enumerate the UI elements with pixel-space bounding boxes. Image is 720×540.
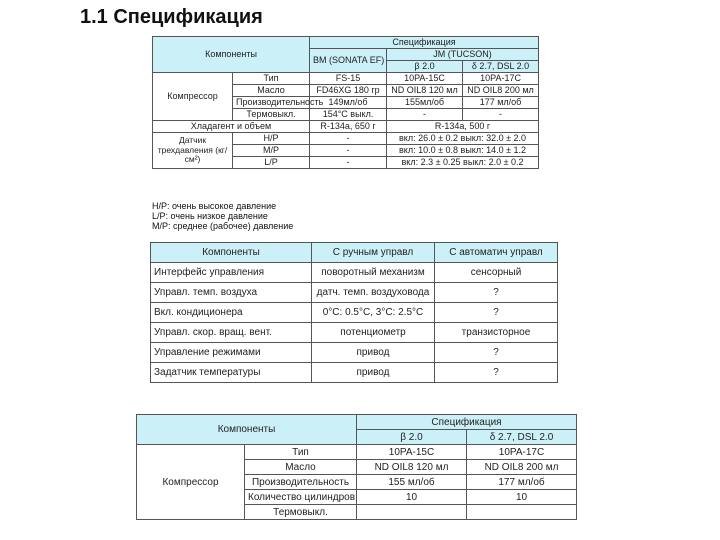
- cell-manual: датч. темп. воздуховода: [312, 283, 435, 303]
- header-components: Компоненты: [153, 37, 310, 73]
- cell-jm-27: 10PA-17C: [463, 73, 539, 85]
- row-label: Управление режимами: [151, 343, 312, 363]
- cell-col-1: ND OIL8 120 мл: [357, 460, 467, 475]
- row-label: Производительность: [233, 97, 310, 109]
- row-label: Управл. скор. вращ. вент.: [151, 323, 312, 343]
- cell-col-2: 10PA-17C: [467, 445, 577, 460]
- refrigerant-bm: R-134a, 650 г: [310, 121, 387, 133]
- cell-jm-20: -: [387, 109, 463, 121]
- cell-auto: транзисторное: [435, 323, 558, 343]
- header-jm-20: β 2.0: [387, 61, 463, 73]
- cell-jm-27: -: [463, 109, 539, 121]
- cell-manual: поворотный механизм: [312, 263, 435, 283]
- header-manual: С ручным управл: [312, 243, 435, 263]
- table-row: [153, 73, 539, 85]
- cell-col-1: 155 мл/об: [357, 475, 467, 490]
- cell-col-1: 10PA-15C: [357, 445, 467, 460]
- row-label: Задатчик температуры: [151, 363, 312, 383]
- cell-manual: привод: [312, 363, 435, 383]
- row-label: L/P: [233, 157, 310, 169]
- cell-col-2: [467, 505, 577, 520]
- table-row: [151, 363, 558, 383]
- cell-bm: FS-15: [310, 73, 387, 85]
- row-label: Производительность: [245, 475, 357, 490]
- cell-col-2: ND OIL8 200 мл: [467, 460, 577, 475]
- spec-table-2: [136, 414, 577, 520]
- cell-auto: ?: [435, 343, 558, 363]
- cell-jm-20: 155мл/об: [387, 97, 463, 109]
- cell-bm: -: [310, 145, 387, 157]
- cell-jm: вкл: 2.3 ± 0.25 выкл: 2.0 ± 0.2: [387, 157, 539, 169]
- row-label: Тип: [233, 73, 310, 85]
- cell-jm-27: ND OIL8 200 мл: [463, 85, 539, 97]
- cell-auto: ?: [435, 283, 558, 303]
- header-jm: JM (TUCSON): [387, 49, 539, 61]
- cell-auto: сенсорный: [435, 263, 558, 283]
- cell-manual: привод: [312, 343, 435, 363]
- control-table: [150, 242, 558, 383]
- cell-jm: вкл: 26.0 ± 0.2 выкл: 32.0 ± 2.0: [387, 133, 539, 145]
- compressor-label: Компрессор: [137, 445, 245, 520]
- table-row: [151, 283, 558, 303]
- cell-bm: -: [310, 157, 387, 169]
- cell-manual: 0°C: 0.5°C, 3°C: 2.5°C: [312, 303, 435, 323]
- table-row: [151, 343, 558, 363]
- table-row: [153, 133, 539, 145]
- row-label: Масло: [233, 85, 310, 97]
- page-title: 1.1 Спецификация: [80, 6, 263, 28]
- row-label: Управл. темп. воздуха: [151, 283, 312, 303]
- table-row: [137, 445, 577, 460]
- cell-bm: -: [310, 133, 387, 145]
- note-line: H/P: очень высокое давление: [152, 201, 277, 211]
- header-auto: С автоматич управл: [435, 243, 558, 263]
- cell-col-1: [357, 505, 467, 520]
- cell-bm: 154°C выкл.: [310, 109, 387, 121]
- row-label: Тип: [245, 445, 357, 460]
- row-label: Интерфейс управления: [151, 263, 312, 283]
- row-label: M/P: [233, 145, 310, 157]
- refrigerant-label: Хладагент и объем: [153, 121, 310, 133]
- header-spec: Спецификация: [310, 37, 539, 49]
- cell-jm: вкл: 10.0 ± 0.8 выкл: 14.0 ± 1.2: [387, 145, 539, 157]
- cell-col-1: 10: [357, 490, 467, 505]
- cell-auto: ?: [435, 363, 558, 383]
- table-row: [153, 121, 539, 133]
- table-row: [151, 323, 558, 343]
- spec-table-1: [152, 36, 539, 169]
- table-row: [151, 303, 558, 323]
- row-label: Термовыкл.: [233, 109, 310, 121]
- header-jm-27: δ 2.7, DSL 2.0: [463, 61, 539, 73]
- refrigerant-jm: R-134a, 500 г: [387, 121, 539, 133]
- header-components: Компоненты: [151, 243, 312, 263]
- cell-bm: 149мл/об: [310, 97, 387, 109]
- row-label: Термовыкл.: [245, 505, 357, 520]
- cell-col-2: 10: [467, 490, 577, 505]
- cell-jm-20: ND OIL8 120 мл: [387, 85, 463, 97]
- pressure-notes: [152, 201, 293, 231]
- header-components: Компоненты: [137, 415, 357, 445]
- row-label: Вкл. кондиционера: [151, 303, 312, 323]
- note-line: L/P: очень низкое давление: [152, 211, 268, 221]
- header-spec: Спецификация: [357, 415, 577, 430]
- cell-manual: потенциометр: [312, 323, 435, 343]
- header-col-2: δ 2.7, DSL 2.0: [467, 430, 577, 445]
- note-line: M/P: среднее (рабочее) давление: [152, 221, 294, 231]
- header-col-1: β 2.0: [357, 430, 467, 445]
- cell-jm-20: 10PA-15C: [387, 73, 463, 85]
- cell-bm: FD46XG 180 гр: [310, 85, 387, 97]
- pressure-label: Датчик трехдавления (кг/см²): [153, 133, 233, 169]
- row-label: Масло: [245, 460, 357, 475]
- header-bm: BM (SONATA EF): [310, 49, 387, 73]
- row-label: Количество цилиндров: [245, 490, 357, 505]
- compressor-label: Компрессор: [153, 73, 233, 121]
- cell-col-2: 177 мл/об: [467, 475, 577, 490]
- table-row: [151, 263, 558, 283]
- cell-jm-27: 177 мл/об: [463, 97, 539, 109]
- cell-auto: ?: [435, 303, 558, 323]
- row-label: H/P: [233, 133, 310, 145]
